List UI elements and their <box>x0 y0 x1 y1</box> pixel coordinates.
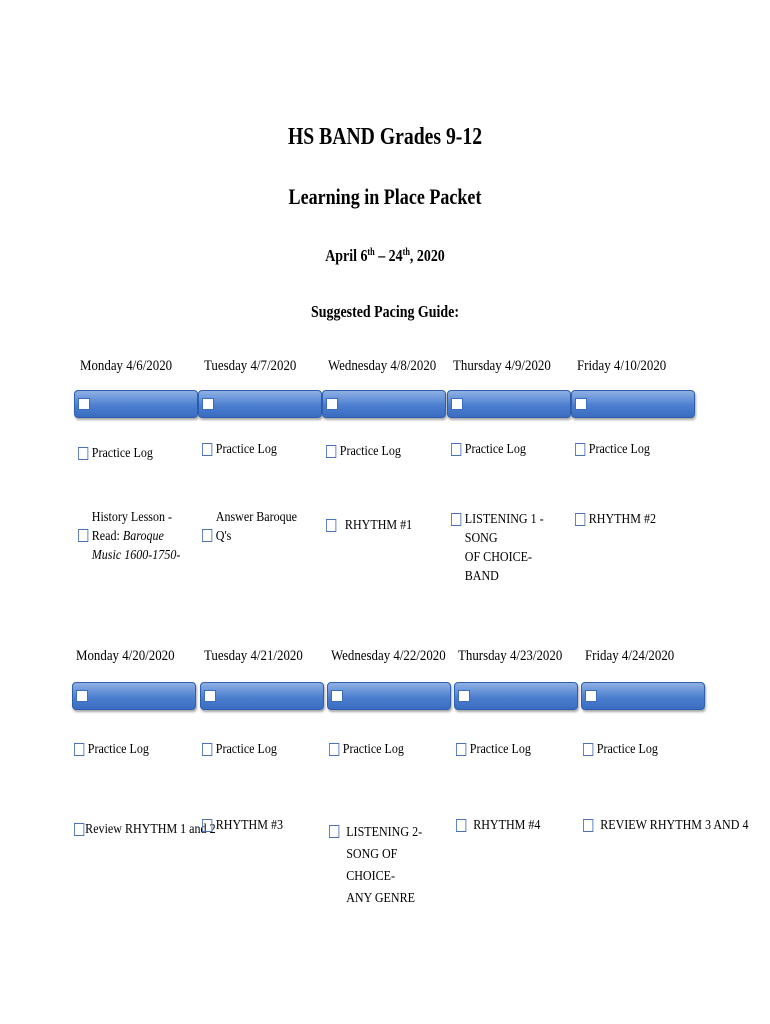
checkbox-icon[interactable] <box>326 519 336 532</box>
checkbox-icon[interactable] <box>456 819 466 832</box>
checkbox-icon[interactable] <box>326 398 338 410</box>
day-bar <box>581 682 705 710</box>
day-label: Tuesday 4/21/2020 <box>204 648 303 664</box>
day-label: Thursday 4/9/2020 <box>453 358 551 374</box>
practice-log-item[interactable]: Practice Log <box>74 740 149 759</box>
day-bar <box>200 682 324 710</box>
checkbox-icon[interactable] <box>202 398 214 410</box>
checkbox-icon[interactable] <box>456 743 466 756</box>
task-item[interactable]: LISTENING 1 - SONG OF CHOICE- BAND <box>451 510 555 586</box>
day-label: Friday 4/10/2020 <box>577 358 667 374</box>
day-column <box>74 358 199 658</box>
checkbox-icon[interactable] <box>583 743 593 756</box>
checkbox-icon[interactable] <box>575 513 585 526</box>
practice-log-item[interactable]: Practice Log <box>78 444 153 463</box>
day-bar <box>571 390 695 418</box>
checkbox-icon[interactable] <box>78 529 88 542</box>
task-item[interactable]: Answer Baroque Q's <box>202 508 297 546</box>
checkbox-icon[interactable] <box>326 445 336 458</box>
task-item[interactable]: REVIEW RHYTHM 3 AND 4 <box>583 816 748 835</box>
date-range: April 6th – 24th, 2020 <box>325 246 445 265</box>
practice-log-item[interactable]: Practice Log <box>326 442 401 461</box>
practice-log-item[interactable]: Practice Log <box>329 740 404 759</box>
document-title: HS BAND Grades 9-12 <box>287 124 483 150</box>
day-bar <box>447 390 571 418</box>
practice-log-item[interactable]: Practice Log <box>583 740 658 759</box>
checkbox-icon[interactable] <box>78 447 88 460</box>
checkbox-icon[interactable] <box>575 443 585 456</box>
day-bar <box>454 682 578 710</box>
task-item[interactable]: RHYTHM #1 <box>326 516 412 535</box>
task-item[interactable]: History Lesson - Read: Baroque Music 1600-1750- <box>78 508 180 565</box>
day-label: Wednesday 4/8/2020 <box>328 358 437 374</box>
day-column <box>581 648 749 948</box>
day-bar <box>72 682 196 710</box>
checkbox-icon[interactable] <box>329 743 339 756</box>
practice-log-item[interactable]: Practice Log <box>202 440 277 459</box>
day-bar <box>74 390 198 418</box>
checkbox-icon[interactable] <box>329 825 339 838</box>
checkbox-icon[interactable] <box>202 819 212 832</box>
day-column <box>571 358 696 658</box>
day-column <box>327 648 452 948</box>
checkbox-icon[interactable] <box>575 398 587 410</box>
checkbox-icon[interactable] <box>583 819 593 832</box>
checkbox-icon[interactable] <box>451 513 461 526</box>
checkbox-icon[interactable] <box>204 690 216 702</box>
checkbox-icon[interactable] <box>451 443 461 456</box>
checkbox-icon[interactable] <box>74 823 84 836</box>
checkbox-icon[interactable] <box>202 443 212 456</box>
pacing-guide-heading: Suggested Pacing Guide: <box>311 302 459 321</box>
checkbox-icon[interactable] <box>76 690 88 702</box>
day-column <box>198 358 323 658</box>
checkbox-icon[interactable] <box>458 690 470 702</box>
day-label: Monday 4/6/2020 <box>80 358 173 374</box>
checkbox-icon[interactable] <box>585 690 597 702</box>
day-label: Thursday 4/23/2020 <box>458 648 563 664</box>
day-bar <box>198 390 322 418</box>
practice-log-item[interactable]: Practice Log <box>456 740 531 759</box>
day-label: Wednesday 4/22/2020 <box>331 648 446 664</box>
checkbox-icon[interactable] <box>202 529 212 542</box>
practice-log-item[interactable]: Practice Log <box>575 440 650 459</box>
day-column <box>72 648 216 948</box>
day-label: Tuesday 4/7/2020 <box>204 358 297 374</box>
checkbox-icon[interactable] <box>451 398 463 410</box>
day-column <box>454 648 579 948</box>
day-bar <box>322 390 446 418</box>
document-subtitle: Learning in Place Packet <box>288 184 482 209</box>
practice-log-item[interactable]: Practice Log <box>202 740 277 759</box>
task-item[interactable]: Review RHYTHM 1 and 2 <box>74 820 216 839</box>
checkbox-icon[interactable] <box>78 398 90 410</box>
day-column <box>200 648 325 948</box>
task-item[interactable]: LISTENING 2- SONG OF CHOICE- ANY GENRE <box>329 822 435 910</box>
day-column <box>447 358 572 658</box>
task-item[interactable]: RHYTHM #2 <box>575 510 656 529</box>
practice-log-item[interactable]: Practice Log <box>451 440 526 459</box>
checkbox-icon[interactable] <box>74 743 84 756</box>
day-label: Friday 4/24/2020 <box>585 648 675 664</box>
day-label: Monday 4/20/2020 <box>76 648 175 664</box>
checkbox-icon[interactable] <box>202 743 212 756</box>
week-1 <box>0 358 770 658</box>
day-column <box>322 358 447 658</box>
week-2 <box>0 648 770 948</box>
day-bar <box>327 682 451 710</box>
checkbox-icon[interactable] <box>331 690 343 702</box>
task-item[interactable]: RHYTHM #4 <box>456 816 540 835</box>
task-item[interactable]: RHYTHM #3 <box>202 816 283 835</box>
